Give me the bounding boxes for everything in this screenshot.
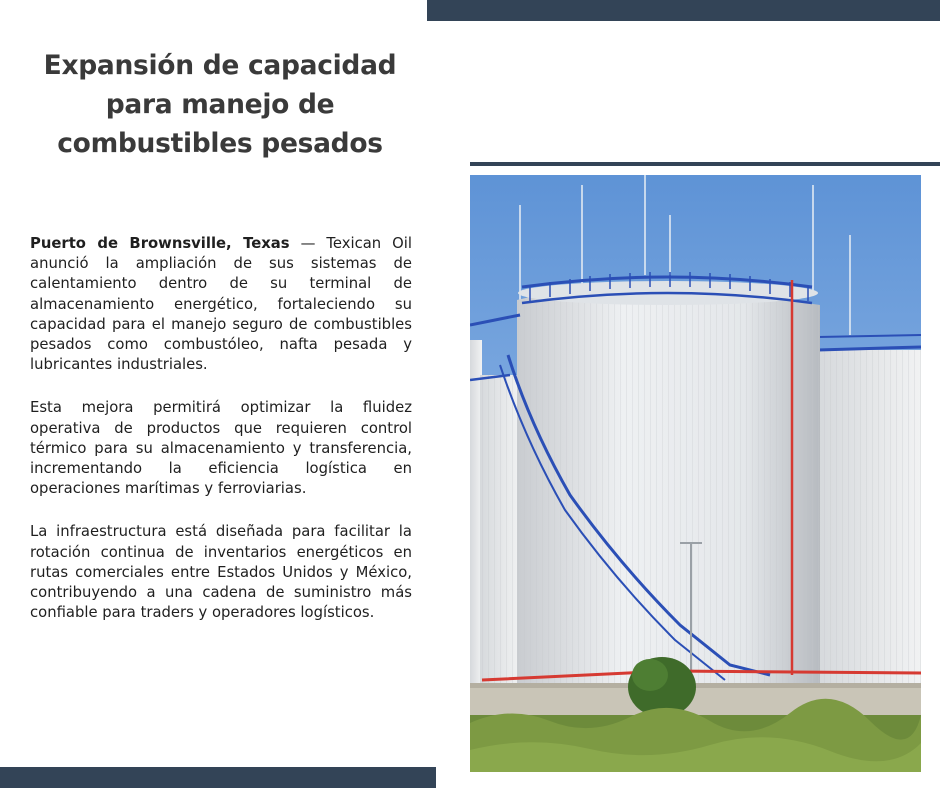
article-body — [30, 234, 412, 646]
top-accent-bar — [427, 0, 940, 21]
title-line-3: combustibles pesados — [57, 128, 383, 159]
title-line-2: para manejo de — [105, 89, 335, 120]
storage-tanks-photo — [470, 175, 921, 772]
paragraph-2: Esta mejora permitirá optimizar la fluidez operativa de productos que requieren control térmico para su almacenamiento y transferencia, incrementando la eficiencia logística en operaciones marítimas y ferroviarias. — [30, 399, 412, 498]
dateline: Puerto de Brownsville, Texas — [30, 235, 290, 252]
divider-rule — [470, 162, 940, 166]
paragraph-1 — [30, 234, 412, 375]
bottom-accent-bar — [0, 767, 436, 788]
title-line-1: Expansión de capacidad — [43, 50, 397, 81]
paragraph-3: La infraestructura está diseñada para facilitar la rotación continua de inventarios energéticos en rutas comerciales entre Estados Unidos y México, contribuyendo a una cadena de suministro más confiable para traders y operadores logísticos. — [30, 523, 412, 622]
paragraph-1-text: — Texican Oil anunció la ampliación de sus sistemas de calentamiento dentro de su terminal de almacenamiento energético, fortaleciendo su capacidad para el manejo seguro de combustibles pesados como combustóleo, nafta pesada y lubricantes industriales. — [30, 235, 412, 374]
page-title — [28, 46, 412, 163]
